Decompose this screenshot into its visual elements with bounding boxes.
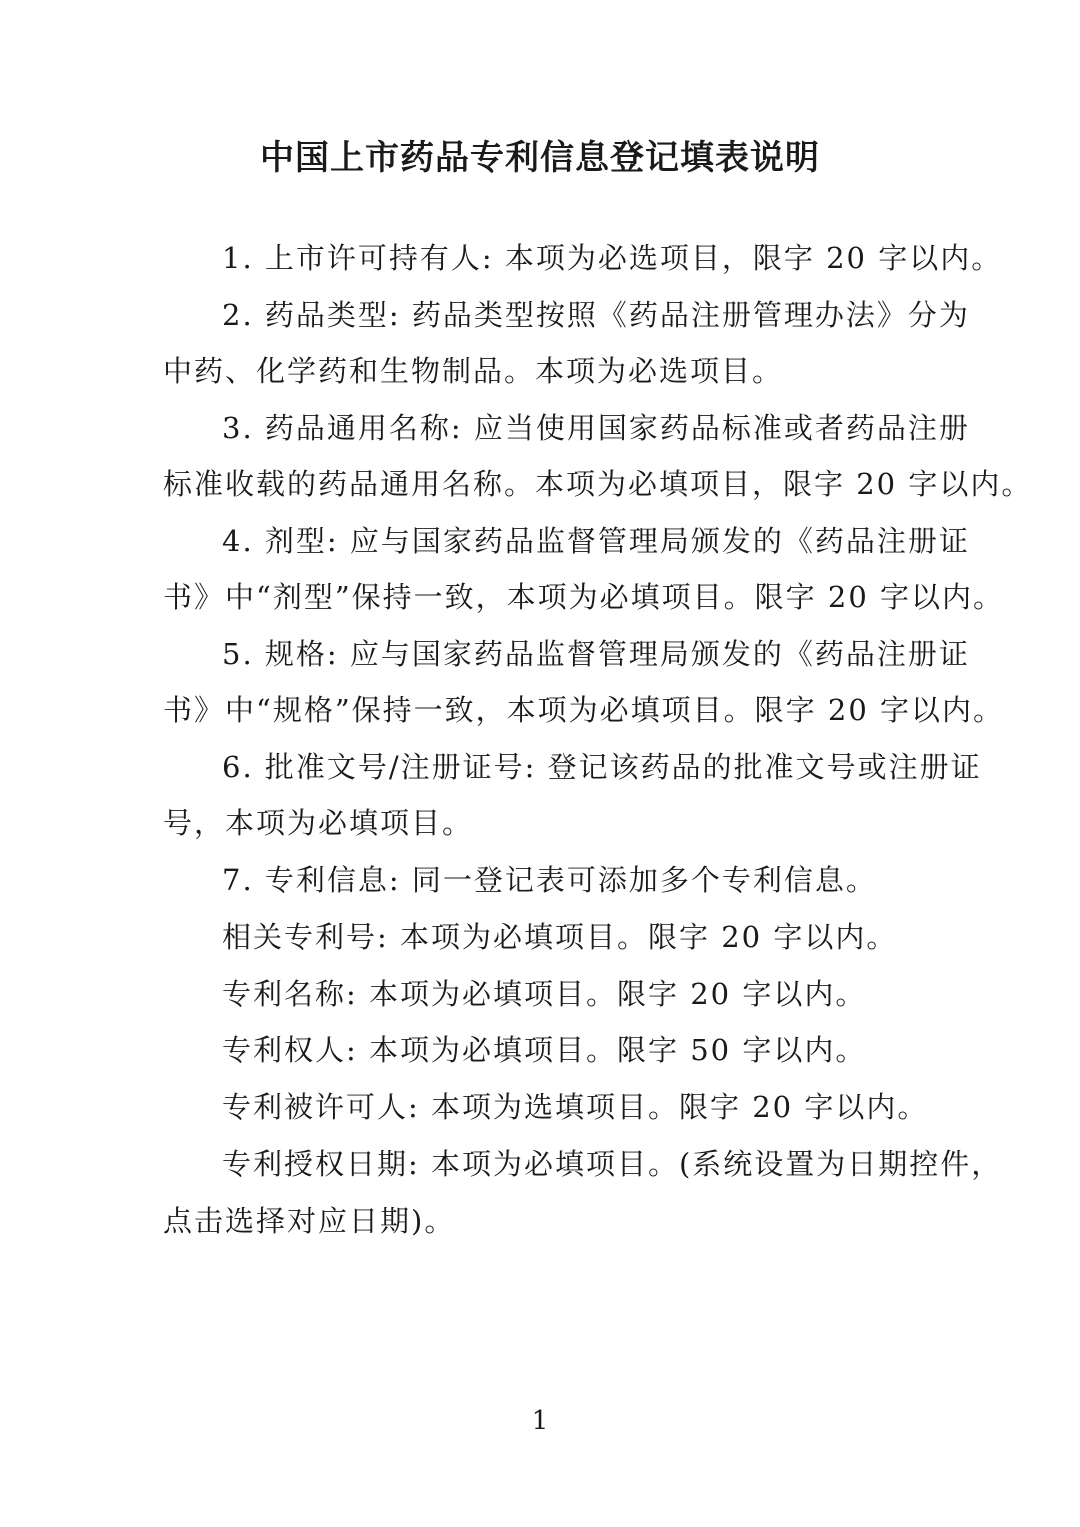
item-4-line-2: 书》中“剂型”保持一致，本项为必填项目。限字 20 字以内。 <box>163 580 1004 614</box>
item-1-line: 1. 上市许可持有人: 本项为必选项目，限字 20 字以内。 <box>222 241 1003 275</box>
item-3-line-1: 3. 药品通用名称: 应当使用国家药品标准或者药品注册 <box>222 411 970 445</box>
patent-number-line: 相关专利号: 本项为必填项目。限字 20 字以内。 <box>222 920 898 954</box>
item-6-line-1: 6. 批准文号/注册证号: 登记该药品的批准文号或注册证 <box>222 750 982 784</box>
patent-licensee-line: 专利被许可人: 本项为选填项目。限字 20 字以内。 <box>222 1090 929 1124</box>
patent-grant-date-line-2: 点击选择对应日期)。 <box>163 1204 456 1238</box>
item-6-line-2: 号，本项为必填项目。 <box>163 806 474 840</box>
item-2-line-1: 2. 药品类型: 药品类型按照《药品注册管理办法》分为 <box>222 298 970 332</box>
item-5-line-2: 书》中“规格”保持一致，本项为必填项目。限字 20 字以内。 <box>163 693 1004 727</box>
item-4-line-1: 4. 剂型: 应与国家药品监督管理局颁发的《药品注册证 <box>222 524 970 558</box>
page-number: 1 <box>531 1406 549 1436</box>
item-7-line: 7. 专利信息: 同一登记表可添加多个专利信息。 <box>222 863 877 897</box>
item-2-line-2: 中药、化学药和生物制品。本项为必选项目。 <box>163 354 784 388</box>
patent-owner-line: 专利权人: 本项为必填项目。限字 50 字以内。 <box>222 1033 867 1067</box>
item-3-line-2: 标准收载的药品通用名称。本项为必填项目，限字 20 字以内。 <box>163 467 1033 501</box>
patent-name-line: 专利名称: 本项为必填项目。限字 20 字以内。 <box>222 977 867 1011</box>
page-title: 中国上市药品专利信息登记填表说明 <box>260 138 820 178</box>
item-5-line-1: 5. 规格: 应与国家药品监督管理局颁发的《药品注册证 <box>222 637 970 671</box>
patent-grant-date-line-1: 专利授权日期: 本项为必填项目。(系统设置为日期控件， <box>222 1147 1003 1181</box>
